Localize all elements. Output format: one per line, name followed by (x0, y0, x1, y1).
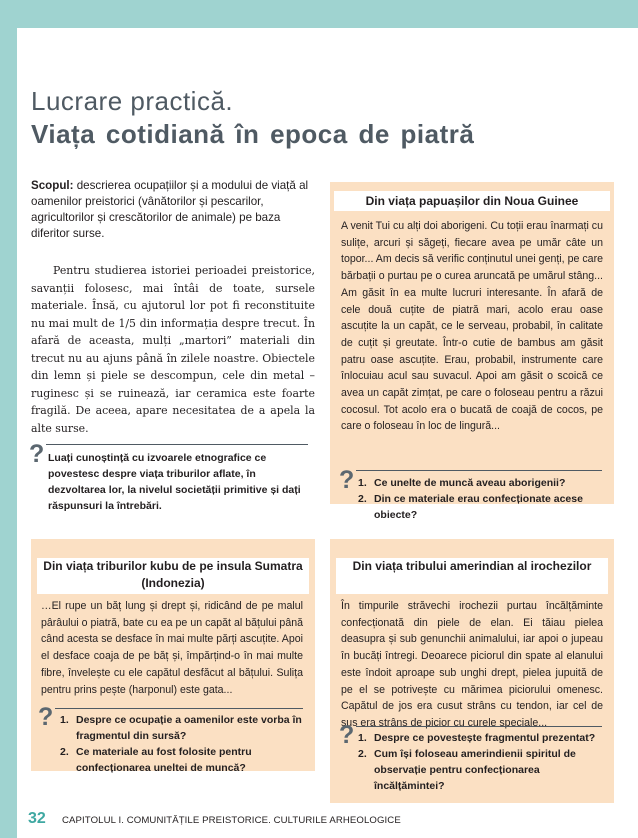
question-divider (55, 708, 303, 709)
purpose-text: descrierea ocupațiilor și a modului de viață al oamenilor preistorici (vânătorilor și pescarilor, agricultorilor și crescătorilor de animale) pe baza diferitor surse. (31, 179, 309, 240)
side-decorative-bar (0, 0, 17, 838)
page-title-line2: Viața cotidiană în epoca de piatră (31, 119, 475, 149)
question-item: 2. Cum își foloseau amerindienii spiritul de observație pentru confecționarea încălțămintei? (358, 748, 576, 792)
question-divider (356, 470, 602, 471)
purpose-label: Scopul: (31, 179, 74, 192)
question-mark-icon: ? (339, 466, 355, 494)
page-title-line1: Lucrare practică. (31, 86, 234, 116)
intro-text: Pentru studierea istoriei perioadei preistorice, savanții folosesc, mai întâi de toate, sursele materiale. Însă, cu ajutorul lor pot fi reconstituite nu mai mult de 1/5 din informația despre trecut. În afară de aceasta, mulți „martori” materiali din trecut nu au ajuns până în zilele noastre. Obiectele din lemn și piele se descompun, cele din metal – ruginesc și se ruinează, iar ceramica este foarte fragilă. De aceea, apare necesitatea de a apela la alte surse. (31, 264, 315, 435)
source-box-kubu-header: Din viața triburilor kubu de pe insula Sumatra (Indonezia) (37, 558, 309, 594)
source-box-papuans-header: Din viața papuașilor din Noua Guinee (334, 191, 610, 211)
source-box-kubu-questions (60, 712, 304, 776)
question-item: 1. Despre ce ocupație a oamenilor este vorba în fragmentul din sursă? (60, 714, 302, 742)
question-item: 1. Ce unelte de muncă aveau aborigenii? (358, 477, 566, 489)
source-box-iroquois-questions (358, 730, 604, 794)
source-box-papuans-questions (358, 475, 604, 523)
question-divider (356, 726, 602, 727)
top-decorative-bar (0, 0, 638, 28)
source-box-papuans-body: A venit Tui cu alți doi aborigeni. Cu toții erau înarmați cu sulițe, arcuri și săgeți, fiecare avea pe umăr câte un topor... Am decis să verific conținutul unei genți, pe care bărbații o purtau pe o curea aruncată pe umărul stâng... Am găsit în ea multe lucruri interesante. În afară de cele două cuțite de piatră mari, acolo erau oase ascuțite la un capăt, ce le serveau, probabil, în calitate de cuțit și greutate. Într-o cutie de bambus am găsit patru oase ascuțite. Erau, probabil, instrumente care înlocuiau acul sau suvacul. Apoi am găsit o scoică ce avea un capăt zimțat, pe care o foloseau pentru a răzui cocosul. Tot acolo era o bucată de coajă de cocos, pe care o foloseau în loc de lingură... (341, 220, 603, 433)
question-item: 2. Ce materiale au fost folosite pentru confecționarea uneltei de muncă? (60, 746, 252, 774)
source-box-iroquois-body: În timpurile străvechi irochezii purtau încălțăminte confecționată din piele de elan. Ei tăiau pielea deasupra și sub genunchii animalului, iar apoi o jupeau în bucăți întregi. Deoarece piciorul din spate al elanului este îndoit aproape sub unghi drept, pielea jupuită de pe el se potrivește cu mărimea piciorului omenesc. Capătul de jos era cusut strâns cu tendon, iar cel de sus era strâns de picior cu curele speciale... (341, 600, 603, 729)
source-box-kubu-body: …El rupe un băț lung și drept și, ridicând de pe malul pârâului o piatră, bate cu ea pe un capăt al bățului până când acesta se desface în mai multe părți ascuțite. Apoi el desface coaja de pe băț și, împărțind-o în mai multe fibre, învelește cu ele capătul desfăcut al bățului. Sulița pentru prins pește (harponul) este gata... (41, 600, 303, 696)
purpose-paragraph (31, 178, 315, 242)
chapter-footer: CAPITOLUL I. COMUNITĂȚILE PREISTORICE. CULTURILE ARHEOLOGICE (62, 815, 401, 826)
source-box-iroquois-header: Din viața tribului amerindian al irochezilor (336, 558, 608, 594)
question-item: 2. Din ce materiale erau confecționate acese obiecte? (358, 493, 583, 521)
page-number: 32 (28, 810, 46, 827)
question-mark-icon: ? (38, 703, 54, 731)
question-item: 1. Despre ce povestește fragmentul prezentat? (358, 732, 596, 744)
intro-question: Luați cunoștință cu izvoarele etnografice ce povestesc despre viața triburilor aflate, în dezvoltarea lor, la nivelul societății primitive și dați răspunsuri la întrebări. (48, 452, 301, 512)
question-mark-icon: ? (339, 721, 355, 749)
question-mark-icon: ? (29, 440, 45, 468)
intro-paragraph (31, 262, 315, 437)
question-divider (46, 444, 308, 445)
intro-question-text (48, 450, 310, 514)
